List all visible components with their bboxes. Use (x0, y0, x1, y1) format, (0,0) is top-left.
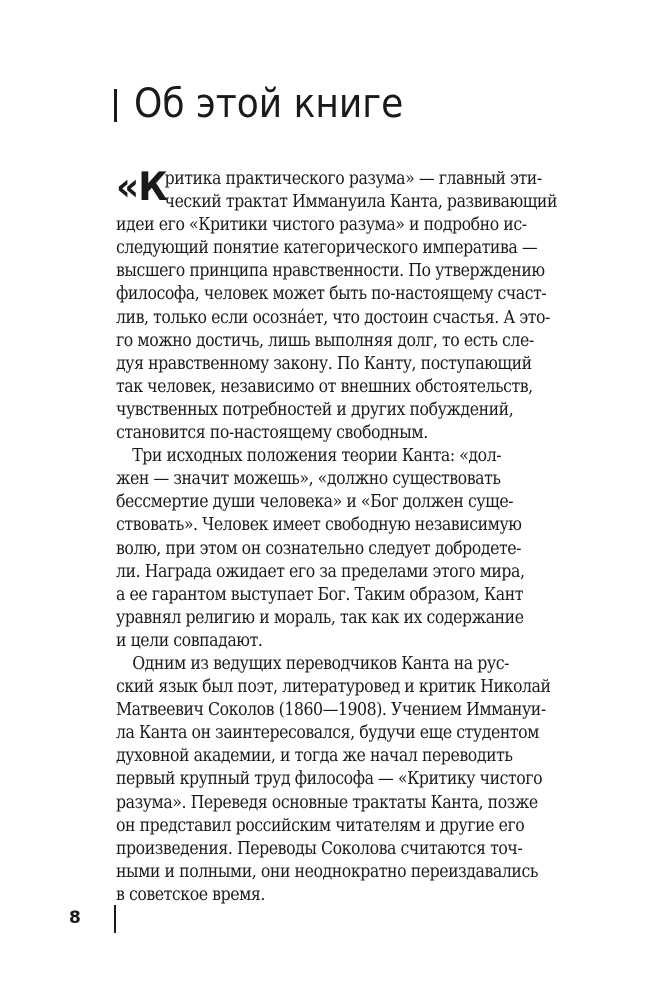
text-line: Одним из ведущих переводчиков Канта на рус- (132, 653, 509, 674)
text-line: а ее гарантом выступает Бог. Таким образом, Кант (116, 584, 524, 605)
text-line: ский язык был поэт, литературовед и критик Николай (116, 677, 551, 698)
text-line: высшего принципа нравственности. По утверждению (116, 261, 545, 282)
text-line: так человек, независимо от внешних обстоятельств, (116, 376, 533, 397)
text-line: уравнял религию и мораль, так как их содержание (116, 607, 524, 628)
text-line: ными и полными, они неоднократно переиздавались (116, 861, 538, 882)
text-line: в советское время. (116, 884, 265, 905)
text-line: произведения. Переводы Соколова считаются точ- (116, 838, 523, 859)
text-line: чувственных потребностей и других побуждений, (116, 399, 514, 420)
drop-cap: «К (116, 165, 167, 210)
text-line: следующий понятие категорического императива — (116, 238, 538, 259)
text-line: волю, при этом он сознательно следует добродете- (116, 538, 521, 559)
text-line: ли. Награда ожидает его за пределами этого мира, (116, 561, 525, 582)
body-text (116, 165, 605, 907)
page-title: Об этой книге (134, 81, 404, 127)
text-line: становится по-настоящему свободным. (116, 423, 428, 444)
text-line: ствовать». Человек имеет свободную независимую (116, 515, 522, 536)
text-line: первый крупный труд философа — «Критику чистого (116, 769, 543, 790)
text-line: идеи его «Критики чистого разума» и подробно ис- (116, 215, 527, 236)
text-line: лив, только если осознáет, что достоин счастья. А это- (116, 307, 550, 328)
text-line: духовной академии, и тогда же начал переводить (116, 746, 513, 767)
text-line: бессмертие души человека» и «Бог должен суще- (116, 492, 514, 513)
text-line: разума». Переведя основные трактаты Канта, позже (116, 792, 538, 813)
text-line: дуя нравственному закону. По Канту, поступающий (116, 353, 532, 374)
text-line: жен — значит можешь», «должно существовать (116, 469, 501, 490)
text-line: и цели совпадают. (116, 630, 263, 651)
page-number: 8 (69, 908, 81, 928)
text-line: Три исходных положения теории Канта: «дол- (132, 446, 502, 467)
text-line: Матвеевич Соколов (1860—1908). Учением Иммануи- (116, 700, 546, 721)
folio-rule (114, 905, 116, 933)
text-line: го можно достичь, лишь выполняя долг, то есть сле- (116, 330, 534, 351)
text-line: ла Канта он заинтересовался, будучи еще студентом (116, 723, 539, 744)
text-line: ритика практического разума» — главный эти- (164, 169, 542, 189)
text-line: он представил российским читателям и другие его (116, 815, 525, 836)
text-line: ческий трактат Иммануила Канта, развивающий (164, 192, 558, 213)
title-rule (114, 89, 117, 122)
text-line: философа, человек может быть по-настоящему счаст- (116, 284, 547, 305)
